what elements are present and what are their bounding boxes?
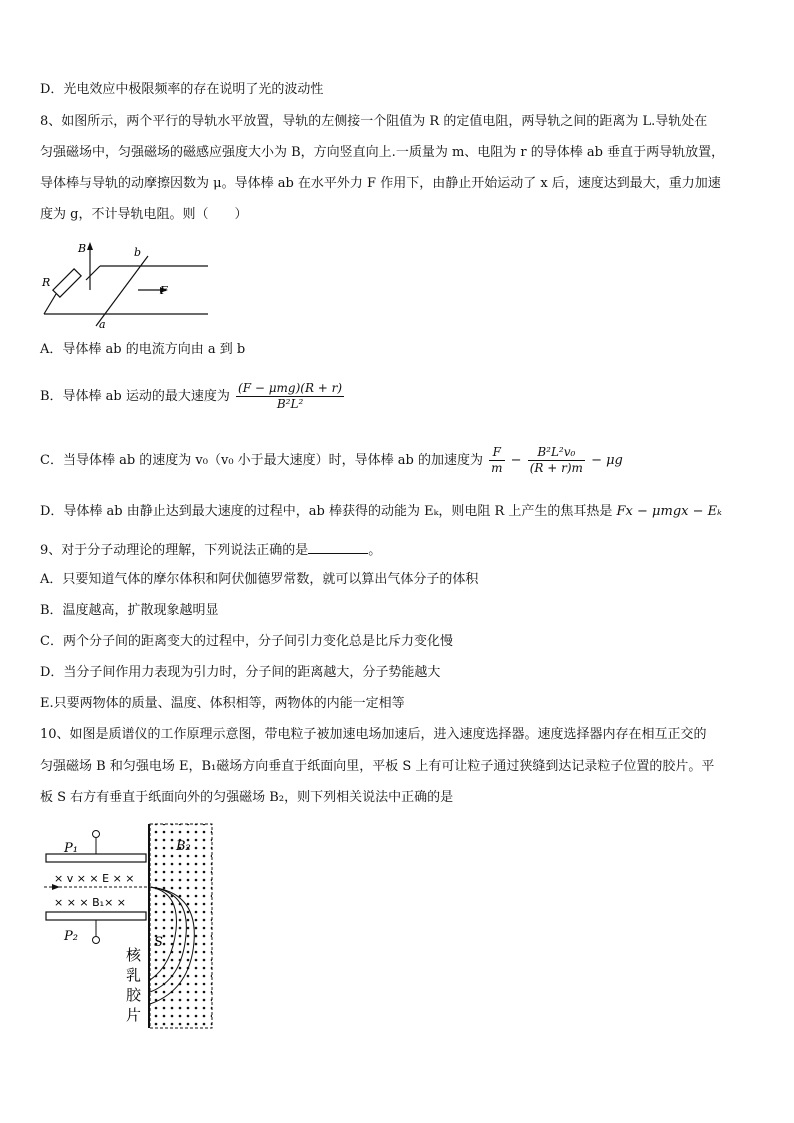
q8-option-c-fraction-1 [489,445,504,476]
b2-field-region [150,824,212,1028]
label-b2: B₂ [176,839,191,854]
q8-stem-line-4: 度为 g，不计导轨电阻。则（ ） [40,207,248,222]
plate-p1 [46,854,146,862]
label-p2: P₂ [64,929,78,944]
plate-p2 [46,912,146,920]
magnetic-field-arrowhead [87,242,93,250]
label-s: S [154,935,163,950]
q8-option-c-f2-numerator: B²L²v₀ [528,445,585,461]
q8-option-c-f1-numerator: F [489,445,504,461]
q10-stem-line-2: 匀强磁场 B 和匀强电场 E，B₁磁场方向垂直于纸面向里，平板 S 上有可让粒子通过狭缝到达记录粒子位置的胶片。平 [40,759,715,774]
q9-option-d: D．当分子间作用力表现为引力时，分子间的距离越大，分子势能越大 [40,665,441,680]
label-B: B [78,242,87,255]
label-R: R [42,276,51,289]
q8-option-c-tail: − μg [591,453,623,468]
q8-option-a: A．导体棒 ab 的电流方向由 a 到 b [40,342,246,357]
q8-option-b-fraction [236,381,344,412]
q9-option-c: C．两个分子间的距离变大的过程中，分子间引力变化总是比斥力变化慢 [40,634,453,649]
q7-option-d: D．光电效应中极限频率的存在说明了光的波动性 [40,82,324,97]
film-label-1: 核 [126,946,142,964]
q10-mass-spectrometer-figure [40,820,218,1032]
p2-terminal [93,937,100,944]
film-label-3: 胶 [126,986,142,1004]
q8-option-c-f2-denominator: (R + r)m [529,461,583,475]
q8-option-b [40,380,756,414]
q9-option-e: E.只要两物体的质量、温度、体积相等，两物体的内能一定相等 [40,696,405,711]
label-b: b [134,246,142,259]
q8-option-c-f1-denominator: m [491,461,503,475]
q8-option-c-text: C．当导体棒 ab 的速度为 v₀（v₀ 小于最大速度）时，导体棒 ab 的加速度为 [40,453,483,468]
p1-terminal [93,831,100,838]
label-F: F [160,284,168,297]
q9-stem-end: 。 [368,543,382,558]
q8-stem-line-3: 导体棒与导轨的动摩擦因数为 μ。导体棒 ab 在水平外力 F 作用下，由静止开始运动了 x 后，速度达到最大，重力加速 [40,176,721,191]
left-connector-lower [44,294,56,314]
label-a: a [99,318,106,330]
label-p1: P₁ [64,841,78,856]
q10-stem-line-1: 10、如图是质谱仪的工作原理示意图，带电粒子被加速电场加速后，进入速度选择器。速度选择器内存在相互正交的 [40,727,707,742]
q8-option-c [40,444,756,478]
q9-stem-text: 9、对于分子动理论的理解，下列说法正确的是 [40,543,309,558]
q8-option-d-formula: Fx − μmgx − Eₖ [616,504,722,519]
q8-option-d-text: D．导体棒 ab 由静止达到最大速度的过程中，ab 棒获得的动能为 Eₖ，则电阻 R 上产生的焦耳热是 [40,504,613,519]
q9-answer-blank [308,539,368,554]
q9-option-b: B．温度越高，扩散现象越明显 [40,603,219,618]
q8-option-b-text: B．导体棒 ab 运动的最大速度为 [40,389,230,404]
q8-stem-line-1: 8、如图所示，两个平行的导轨水平放置，导轨的左侧接一个阻值为 R 的定值电阻，两导轨之间的距离为 L.导轨处在 [40,114,708,129]
q8-option-d [40,502,756,522]
q8-rail-figure [38,238,213,330]
resistor [53,269,81,297]
q8-option-c-minus: − [510,453,522,468]
film-label-4: 片 [126,1006,142,1024]
q9-stem [40,539,756,561]
q8-stem-line-2: 匀强磁场中，匀强磁场的磁感应强度大小为 B，方向竖直向上.一质量为 m、电阻为 r 的导体棒 ab 垂直于两导轨放置， [40,145,725,160]
q10-stem-line-3: 板 S 右方有垂直于纸面向外的匀强磁场 B₂，则下列相关说法中正确的是 [40,790,454,805]
field-row-2: × × × B₁× × [54,896,127,909]
q8-option-c-fraction-2 [528,445,585,476]
left-connector-upper [86,266,100,280]
q8-option-b-denominator: B²L² [276,397,304,411]
q9-option-a: A．只要知道气体的摩尔体积和阿伏伽德罗常数，就可以算出气体分子的体积 [40,572,479,587]
film-label-2: 乳 [126,966,142,984]
q8-option-b-numerator: (F − μmg)(R + r) [238,381,343,395]
field-row-1: × v × × E × × [54,872,135,885]
